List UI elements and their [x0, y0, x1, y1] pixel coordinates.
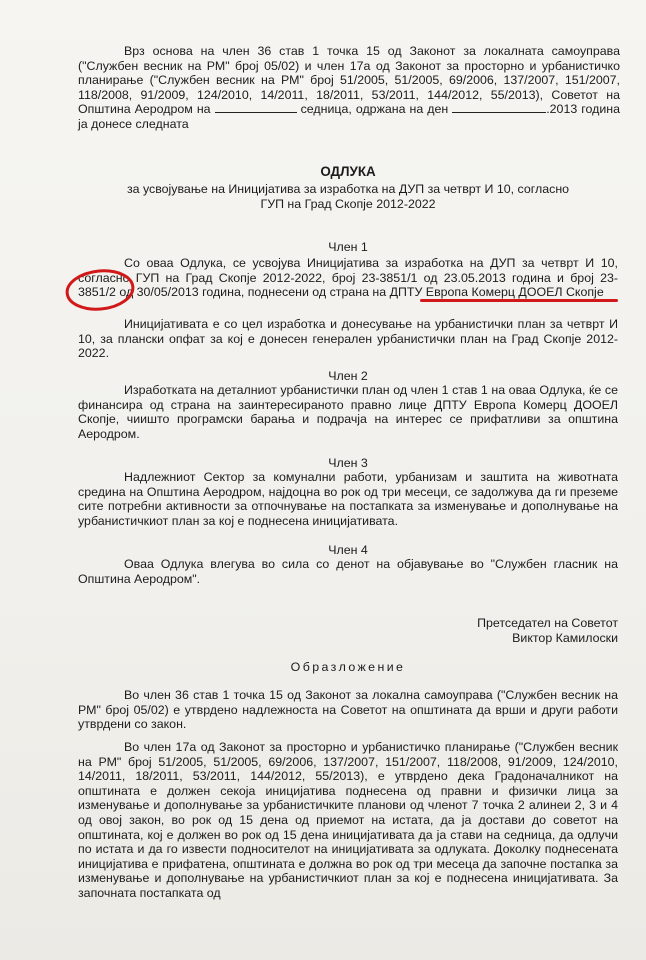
subtitle-line-2: ГУП на Град Скопје 2012-2022	[260, 196, 436, 211]
company-city: Скопје	[565, 285, 604, 300]
explanation-heading: Образложение	[290, 660, 406, 674]
explanation-paragraph-1	[78, 688, 618, 732]
explanation-text-2: Во член 17а од Законот за просторно и урбанистичко планирање ("Службен весник на РМ" број 51/2005, 51/2005, 69/2006, 137/2007, 151/2007, 118/2008, 91/2009, 124/2010, 14/2011, 18/2011, 53/2011, 144/2012, 55/2013), е утврдено дека Градоначалникот на општината е должен секоја иницијатива поднесена од правни и физички лица за изменување и дополнување за урбанистичките планови од членот 7 точка 2 алинеи 2, 3 и 4 од овој закон, во рок од 15 дена од приемот на истата, да ја достави до советот на општината, кој е должен во рок од 15 дена иницијативата да ја стави на седница, да одлучи по истата и да го извести подносителот на иницијативата за одлуката. Доколку поднесената иницијатива е прифатена, општината е должна во рок од три месеца да започне постапка за изменување и дополнување на урбанистичкиот план за кој е поднесена иницијативата. За започната постапката од	[78, 740, 618, 900]
signature-role: Претседател на Советот	[477, 616, 618, 630]
company-name: ДПТУ Европа Комерц ДООЕЛ	[389, 285, 563, 300]
article-3-paragraph	[78, 470, 618, 528]
article-1-heading: Член 1	[328, 240, 368, 254]
blank-session-number	[215, 102, 297, 113]
article-1-paragraph-2	[78, 317, 618, 361]
article-3-heading: Член 3	[328, 456, 368, 470]
article-1-text: Со оваа Одлука, се усвојува Иницијатива за изработка на ДУП за четврт И 10, согласно ГУП на Град Скопје 2012-2022, број 23-3851/1 од 23.05.2013 година и број 23-3851/2 од 30/05/2013 година, поднесени од страна на	[78, 256, 618, 300]
red-underline-annotation	[420, 299, 618, 302]
article-1-paragraph	[78, 256, 618, 300]
explanation-text-1: Во член 36 став 1 точка 15 од Законот за локална самоуправа ("Службен весник на РМ" број 05/02) е утврдено надлежноста на Советот на општината да врши и други работи утврдени со закон.	[78, 688, 618, 732]
preamble-text-2: седница, одржана на ден	[300, 102, 449, 117]
decision-subtitle	[78, 182, 618, 211]
signature-name: Виктор Камилоски	[512, 630, 618, 645]
decision-title: ОДЛУКА	[320, 164, 376, 179]
signature-block	[360, 616, 618, 645]
preamble-text-3: .2013 година ја донесе следната	[78, 102, 620, 131]
article-4-text: Оваа Одлука влегува во сила со денот на објавување во "Службен гласник на Општина Аеродром".	[78, 557, 618, 586]
article-4-heading: Член 4	[328, 543, 368, 557]
preamble-text: Врз основа на член 36 став 1 точка 15 од Законот за локалната самоуправа ("Службен весник на РМ" број 05/02) и член 17а од Законот за просторно и урбанистичко планирање ("Службен весник на РМ" број 51/2005, 51/2005, 69/2006, 137/2007, 151/2007, 118/2008, 91/2009, 124/2010, 14/2011, 18/2011, 53/2011, 144/2012, 55/2013), Советот на Општина Аеродром на	[78, 44, 620, 117]
explanation-paragraph-2	[78, 740, 618, 901]
article-3-text: Надлежниот Сектор за комунални работи, урбанизам и заштита на животната средина на Општина Аеродром, најдоцна во рок од три месеци, се задолжува да ги преземе сите потребни активности за отпочнување на постапката за изменување и дополнување на урбанистичкиот план за кој е поднесена иницијативата.	[78, 470, 618, 528]
subtitle-line-1: за усвојување на Иницијатива за изработка на ДУП за четврт И 10, согласно	[126, 182, 570, 196]
article-1-text-2: Иницијативата е со цел изработка и донесување на урбанистички план за четврт И 10, за плански опфат за кој е донесен генерален урбанистички план на Град Скопје 2012-2022.	[78, 317, 618, 361]
article-2-text: Изработката на деталниот урбанистички план од член 1 став 1 на оваа Одлука, ќе се финансира од страна на заинтересираното правно лице ДПТУ Европа Комерц ДООЕЛ Скопје, чиишто програмски барања и подрачја на интерес се прифатливи за општина Аеродром.	[78, 383, 618, 441]
article-2-paragraph	[78, 383, 618, 441]
blank-date	[452, 102, 546, 113]
article-4-paragraph	[78, 557, 618, 586]
article-2-heading: Член 2	[328, 369, 368, 383]
preamble-paragraph	[78, 44, 620, 132]
